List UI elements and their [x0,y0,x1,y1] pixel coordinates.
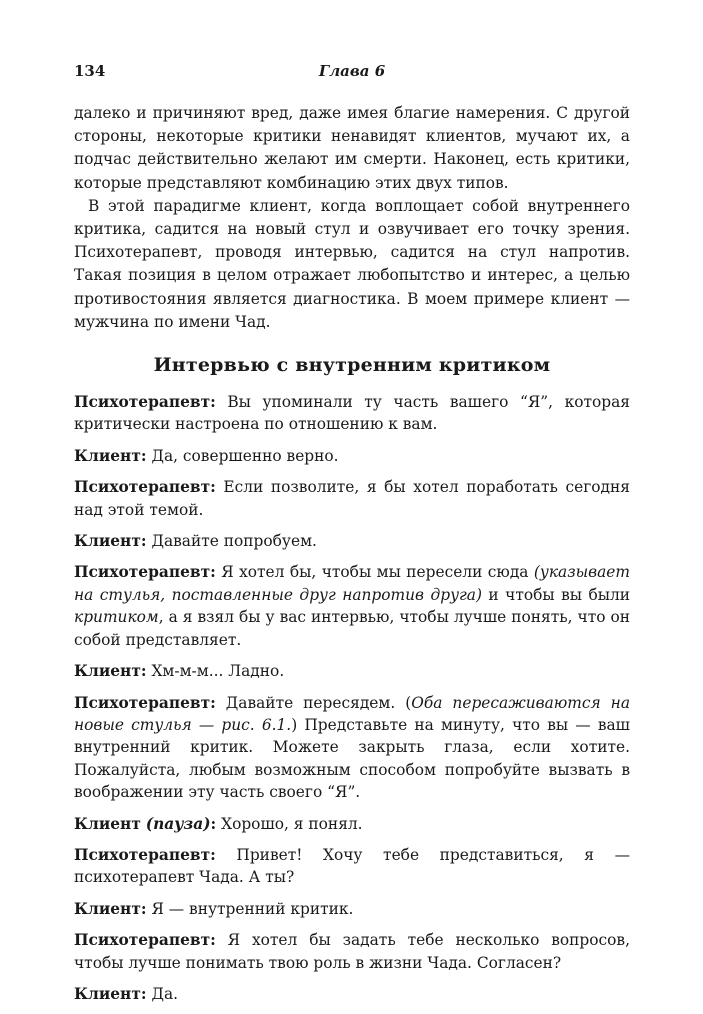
utterance: Привет! Хочу тебе представиться, я — психотерапевт Чада. А ты? [74,845,630,887]
speaker-label: Психотерапевт: [74,393,216,412]
dialogue-turn [74,929,630,974]
utterance: Давайте попробуем. [151,532,317,551]
book-page [74,62,630,1014]
speaker-label: Клиент: [74,662,147,681]
speaker-label: Психотерапевт: [74,563,216,582]
speaker-label: Клиент: [74,984,147,1003]
speaker-note: (пауза) [145,814,211,833]
speaker-label: Клиент: [74,532,147,551]
dialogue-turn [74,983,630,1005]
utterance: Я хотел бы, чтобы мы пересели сюда [221,563,534,582]
dialogue-turn [74,445,630,467]
dialogue-turn [74,898,630,920]
intro-text [74,102,630,334]
speaker-label: Психотерапевт: [74,693,216,712]
speaker-label: Клиент [74,814,141,833]
utterance: Я хотел бы задать тебе несколько вопросов, чтобы лучше понимать твою роль в жизни Чада. Согласен? [74,931,630,972]
dialogue-turn [74,692,630,804]
dialogue-turn [74,660,630,682]
dialogue [74,391,630,1005]
speaker-label: Психотерапевт: [74,845,216,864]
running-header [74,62,630,86]
utterance: Да. [151,984,179,1003]
emphasis: критиком [74,608,159,627]
dialogue-turn [74,476,630,521]
dialogue-turn [74,844,630,889]
dialogue-turn [74,813,630,835]
utterance: Если позволите, я бы хотел поработать сегодня над этой темой. [74,478,630,519]
speaker-label: Психотерапевт: [74,478,216,497]
utterance: Давайте пересядем. ( [225,693,412,712]
utterance: Я — внутренний критик. [151,899,354,918]
speaker-colon: : [210,814,217,833]
dialogue-turn [74,561,630,651]
utterance: , а я взял бы у вас интервью, чтобы лучше понять, что он собой представляет. [74,608,630,649]
utterance: Вы упоминали ту часть вашего “Я”, которая критически настроена по отношению к вам. [74,393,630,434]
dialogue-turn [74,530,630,552]
speaker-label: Клиент: [74,446,147,465]
dialogue-turn [74,391,630,436]
speaker-label: Психотерапевт: [74,931,216,950]
stage-direction: (указывает на стулья, поставленные друг напротив друга) [74,563,630,604]
utterance: Хорошо, я понял. [221,814,363,833]
page-number: 134 [74,62,106,80]
paragraph: В этой парадигме клиент, когда воплощает собой внутреннего критика, садится на новый стул и озвучивает его точку зрения. Психотерапевт, проводя интервью, садится на стул напротив. Такая позиция в целом отражает любопытство и интерес, а целью противостояния является диагностика. В моем примере клиент — мужчина по имени Чад. [74,196,630,331]
chapter-title: Глава 6 [318,62,386,80]
speaker-label: Клиент: [74,899,147,918]
paragraph: далеко и причиняют вред, даже имея благие намерения. С другой стороны, некоторые критики ненавидят клиентов, мучают их, а подчас действительно желают им смерти. Наконец, есть критики, которые представляют комбинацию этих двух типов. [74,104,630,192]
utterance: и чтобы вы были [481,585,630,604]
utterance: ) Представьте на минуту, что вы — ваш внутренний критик. Можете закрыть глаза, если хотите. Пожалуйста, любым возможным способом попробуйте вызвать в воображении эту часть своего “Я”. [74,715,630,802]
utterance: Да, совершенно верно. [151,446,339,465]
stage-direction: Оба пересаживаются на новые стулья — рис. 6.1. [74,693,630,734]
utterance: Хм-м-м... Ладно. [151,662,285,681]
section-heading: Интервью с внутренним критиком [153,354,551,377]
